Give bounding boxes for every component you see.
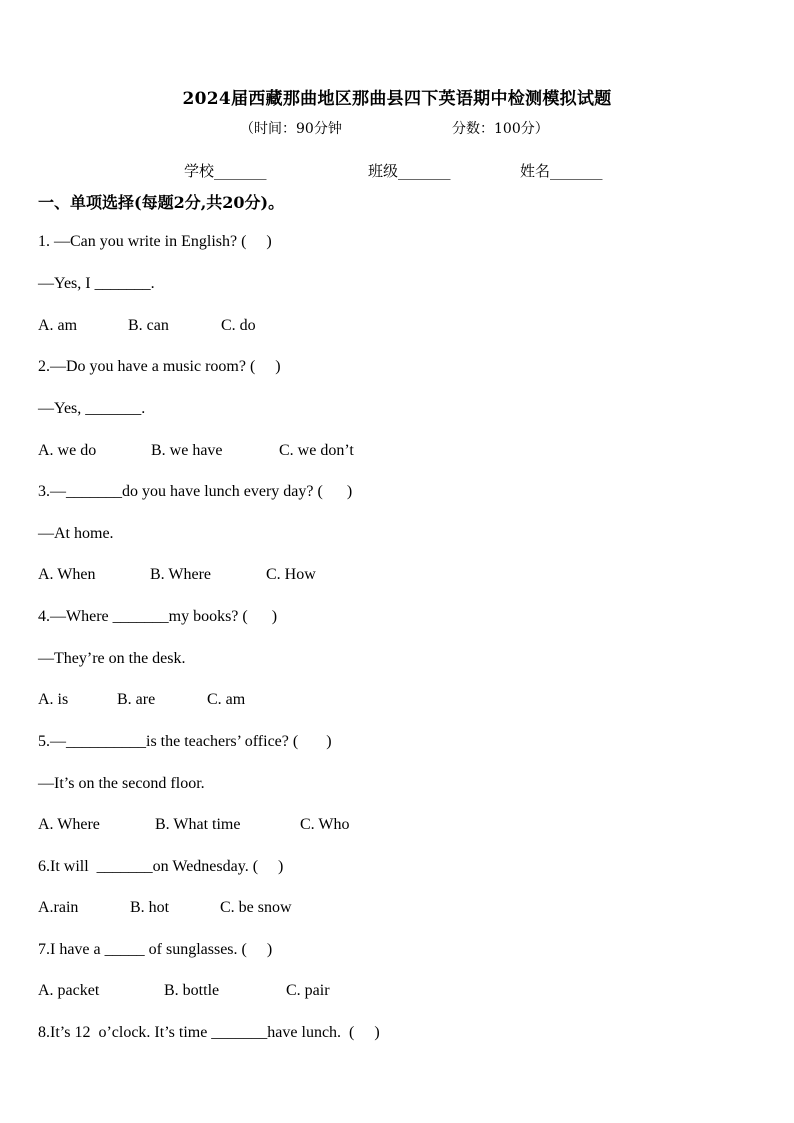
question-2-options <box>38 442 354 460</box>
option-c: C. pair <box>286 982 330 999</box>
option-a: A. Where <box>38 816 100 833</box>
option-a: A. is <box>38 691 69 708</box>
option-a: A. am <box>38 317 78 334</box>
question-1-options <box>38 317 256 335</box>
question-4-stem: 4.—Where _______my books? ( ) <box>38 608 278 625</box>
question-3-answer-line: —At home. <box>38 525 114 542</box>
exam-score: 分数：100分） <box>452 121 549 137</box>
option-c: C. Who <box>300 816 350 833</box>
option-c: C. How <box>266 566 316 583</box>
option-b: B. What time <box>155 816 241 833</box>
option-b: B. we have <box>151 442 223 459</box>
question-7-stem: 7.I have a _____ of sunglasses. ( ) <box>38 941 273 958</box>
option-a: A. packet <box>38 982 100 999</box>
question-7-options <box>38 982 330 1000</box>
option-c: C. do <box>221 317 256 334</box>
class-field: 班级_______ <box>368 162 451 180</box>
question-6-options <box>38 899 292 917</box>
option-a: A. When <box>38 566 96 583</box>
question-8-stem: 8.It’s 12 o’clock. It’s time _______have lunch. ( ) <box>38 1024 380 1041</box>
question-5-options <box>38 816 349 834</box>
option-c: C. we don’t <box>279 442 354 459</box>
question-5-stem: 5.—__________is the teachers’ office? ( ) <box>38 733 332 750</box>
question-1-stem: 1. —Can you write in English? ( ) <box>38 233 272 250</box>
school-field: 学校_______ <box>184 162 267 180</box>
question-2-stem: 2.—Do you have a music room? ( ) <box>38 358 281 375</box>
exam-title: 2024届西藏那曲地区那曲县四下英语期中检测模拟试题 <box>182 89 612 109</box>
option-c: C. be snow <box>220 899 292 916</box>
option-a: A. we do <box>38 442 97 459</box>
option-b: B. bottle <box>164 982 220 999</box>
question-4-answer-line: —They’re on the desk. <box>38 650 186 667</box>
question-4-options <box>38 691 245 709</box>
option-a: A.rain <box>38 899 79 916</box>
option-b: B. can <box>128 317 169 334</box>
section-heading: 一、单项选择(每题2分,共20分)。 <box>38 193 285 212</box>
question-3-stem: 3.—_______do you have lunch every day? ( ) <box>38 483 353 500</box>
option-b: B. hot <box>130 899 170 916</box>
question-6-stem: 6.It will _______on Wednesday. ( ) <box>38 858 284 875</box>
question-2-answer-line: —Yes, _______. <box>38 400 146 417</box>
question-3-options <box>38 566 316 584</box>
question-5-answer-line: —It’s on the second floor. <box>38 775 205 792</box>
option-c: C. am <box>207 691 246 708</box>
exam-time: （时间：90分钟 <box>240 121 342 137</box>
question-1-answer-line: —Yes, I _______. <box>38 275 155 292</box>
name-field: 姓名_______ <box>520 162 603 180</box>
option-b: B. are <box>117 691 156 708</box>
option-b: B. Where <box>150 566 212 583</box>
